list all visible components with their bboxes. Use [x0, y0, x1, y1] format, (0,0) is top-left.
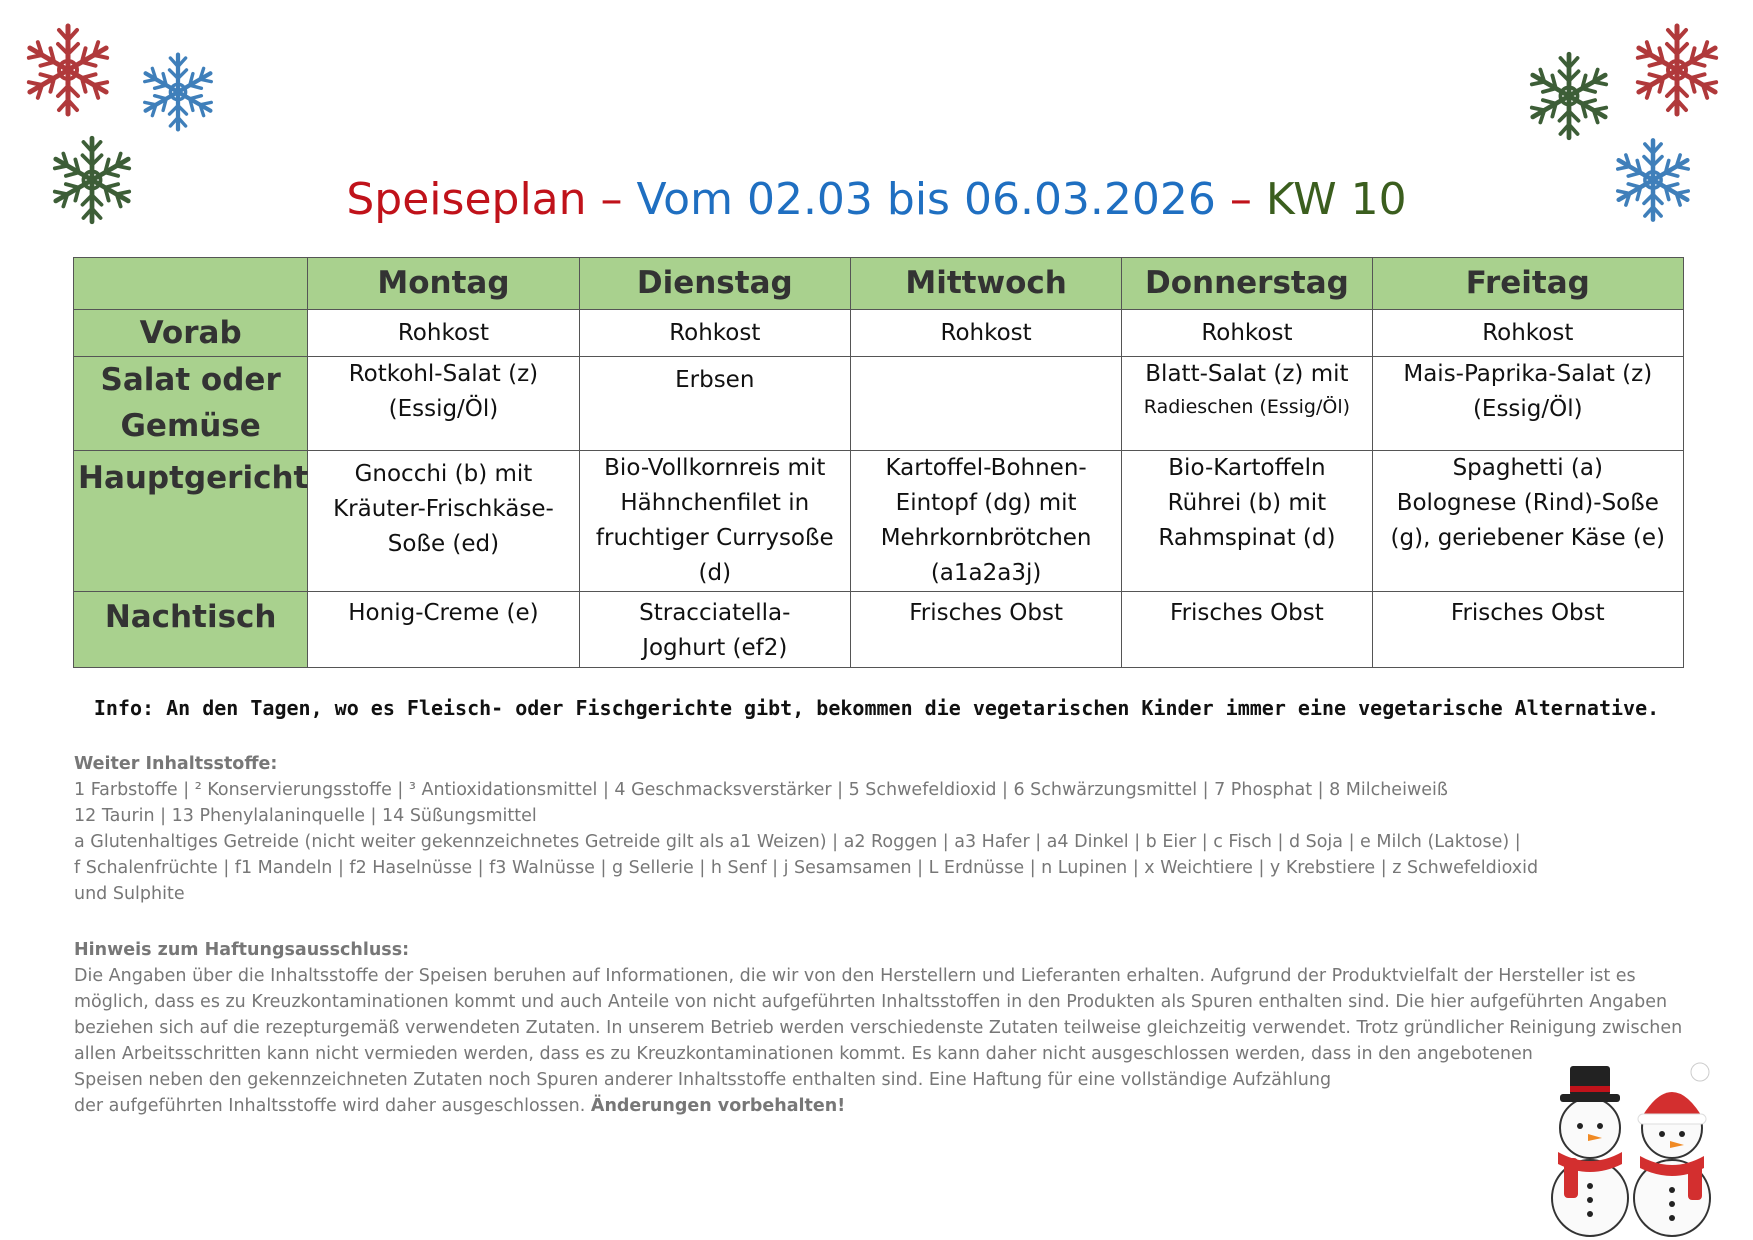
day-header: Dienstag — [579, 258, 850, 310]
menu-cell — [850, 357, 1121, 451]
title-date-range: Vom 02.03 bis 06.03.2026 — [636, 174, 1216, 225]
disclaimer-line: beziehen sich auf die rezepturgemäß verwendeten Zutaten. In unserem Betrieb werden verschiedenste Zutaten teilweise gleichzeitig verwendet. Trotz gründlicher Reinigung zwischen — [74, 1018, 1683, 1038]
disclaimer-line: allen Arbeitsschritten kann nicht vermieden werden, dass es zu Kreuzkontaminationen kommt. Es kann daher nicht ausgeschlossen werden, dass in den angebotenen — [74, 1044, 1533, 1064]
day-header: Freitag — [1372, 258, 1683, 310]
disclaimer-line: der aufgeführten Inhaltsstoffe wird daher ausgeschlossen. Änderungen vorbehalten! — [74, 1096, 846, 1116]
disclaimer-bold-note: Änderungen vorbehalten! — [590, 1096, 846, 1116]
table-row-hauptgericht — [74, 451, 1684, 592]
ingredients-heading: Weiter Inhaltsstoffe: — [74, 754, 278, 774]
menu-cell: Stracciatella- Joghurt (ef2) — [579, 592, 850, 668]
snowflake-icon — [1634, 26, 1720, 114]
title-separator: – — [1215, 174, 1266, 225]
ingredients-section — [74, 751, 1538, 907]
menu-cell: Bio-Vollkornreis mit Hähnchenfilet in fruchtiger Currysoße (d) — [579, 451, 850, 592]
row-label: Hauptgericht — [74, 451, 308, 592]
snowflake-icon — [1528, 54, 1610, 138]
menu-cell: Rohkost — [308, 310, 579, 357]
snowman-icon — [1530, 1048, 1730, 1238]
ingredients-line: und Sulphite — [74, 884, 185, 904]
page-title — [0, 172, 1753, 228]
title-separator: – — [586, 174, 637, 225]
table-row-vorab — [74, 310, 1684, 357]
menu-cell: Bio-Kartoffeln Rührei (b) mit Rahmspinat (d) — [1122, 451, 1372, 592]
title-speiseplan: Speiseplan — [346, 174, 587, 225]
ingredients-line: 1 Farbstoffe | ² Konservierungsstoffe | ³ Antioxidationsmittel | 4 Geschmacksverstärker | 5 Schwefeldioxid | 6 Schwärzungsmittel | 7 Phosphat | 8 Milcheiweiß — [74, 780, 1448, 800]
snowflake-icon — [141, 55, 214, 130]
table-row-nachtisch — [74, 592, 1684, 668]
snowflake-icon — [25, 26, 111, 114]
table-header-row — [74, 258, 1684, 310]
menu-cell: Erbsen — [579, 357, 850, 451]
disclaimer-heading: Hinweis zum Haftungsausschluss: — [74, 940, 410, 960]
ingredients-line: f Schalenfrüchte | f1 Mandeln | f2 Haselnüsse | f3 Walnüsse | g Sellerie | h Senf | j Sesamsamen | L Erdnüsse | n Lupinen | x Weichtiere | y Krebstiere | z Schwefeldioxid — [74, 858, 1539, 878]
day-header: Mittwoch — [850, 258, 1121, 310]
ingredients-line: 12 Taurin | 13 Phenylalaninquelle | 14 Süßungsmittel — [74, 806, 537, 826]
info-note: Info: An den Tagen, wo es Fleisch- oder Fischgerichte gibt, bekommen die vegetarischen Kinder immer eine vegetarische Alternative. — [93, 696, 1660, 720]
row-label: Vorab — [74, 310, 308, 357]
corner-cell — [74, 258, 308, 310]
title-week: KW 10 — [1265, 174, 1407, 225]
menu-cell: Blatt-Salat (z) mit Radieschen (Essig/Öl) — [1122, 357, 1372, 451]
menu-cell: Rohkost — [579, 310, 850, 357]
disclaimer-line: möglich, dass es zu Kreuzkontaminationen kommt und auch Anteile von nicht aufgeführten Inhaltsstoffen in den Produkten als Spuren enthalten sind. Die hier aufgeführten Angaben — [74, 992, 1668, 1012]
disclaimer-line: Die Angaben über die Inhaltsstoffe der Speisen beruhen auf Informationen, die wir von den Herstellern und Lieferanten erhalten. Aufgrund der Produktvielfalt der Hersteller ist es — [74, 966, 1636, 986]
menu-cell: Rotkohl-Salat (z) (Essig/Öl) — [308, 357, 579, 451]
menu-table — [73, 257, 1684, 668]
day-header: Montag — [308, 258, 579, 310]
menu-cell: Spaghetti (a) Bolognese (Rind)-Soße (g), geriebener Käse (e) — [1372, 451, 1683, 592]
menu-cell: Mais-Paprika-Salat (z) (Essig/Öl) — [1372, 357, 1683, 451]
menu-cell: Rohkost — [1122, 310, 1372, 357]
disclaimer-section — [74, 937, 1682, 1119]
ingredients-line: a Glutenhaltiges Getreide (nicht weiter gekennzeichnetes Getreide gilt als a1 Weizen) | a2 Roggen | a3 Hafer | a4 Dinkel | b Eier | c Fisch | d Soja | e Milch (Laktose) | — [74, 832, 1521, 852]
menu-cell: Frisches Obst — [1122, 592, 1372, 668]
menu-cell: Rohkost — [1372, 310, 1683, 357]
row-label: Nachtisch — [74, 592, 308, 668]
menu-cell: Gnocchi (b) mit Kräuter-Frischkäse- Soße (ed) — [308, 451, 579, 592]
menu-cell: Rohkost — [850, 310, 1121, 357]
menu-cell: Kartoffel-Bohnen- Eintopf (dg) mit Mehrkornbrötchen (a1a2a3j) — [850, 451, 1121, 592]
day-header: Donnerstag — [1122, 258, 1372, 310]
menu-cell: Honig-Creme (e) — [308, 592, 579, 668]
table-row-salat — [74, 357, 1684, 451]
row-label: Salat oder Gemüse — [74, 357, 308, 451]
menu-cell: Frisches Obst — [850, 592, 1121, 668]
disclaimer-line: Speisen neben den gekennzeichneten Zutaten noch Spuren anderer Inhaltsstoffe enthalten sind. Eine Haftung für eine vollständige Aufzählung — [74, 1070, 1332, 1090]
menu-cell: Frisches Obst — [1372, 592, 1683, 668]
